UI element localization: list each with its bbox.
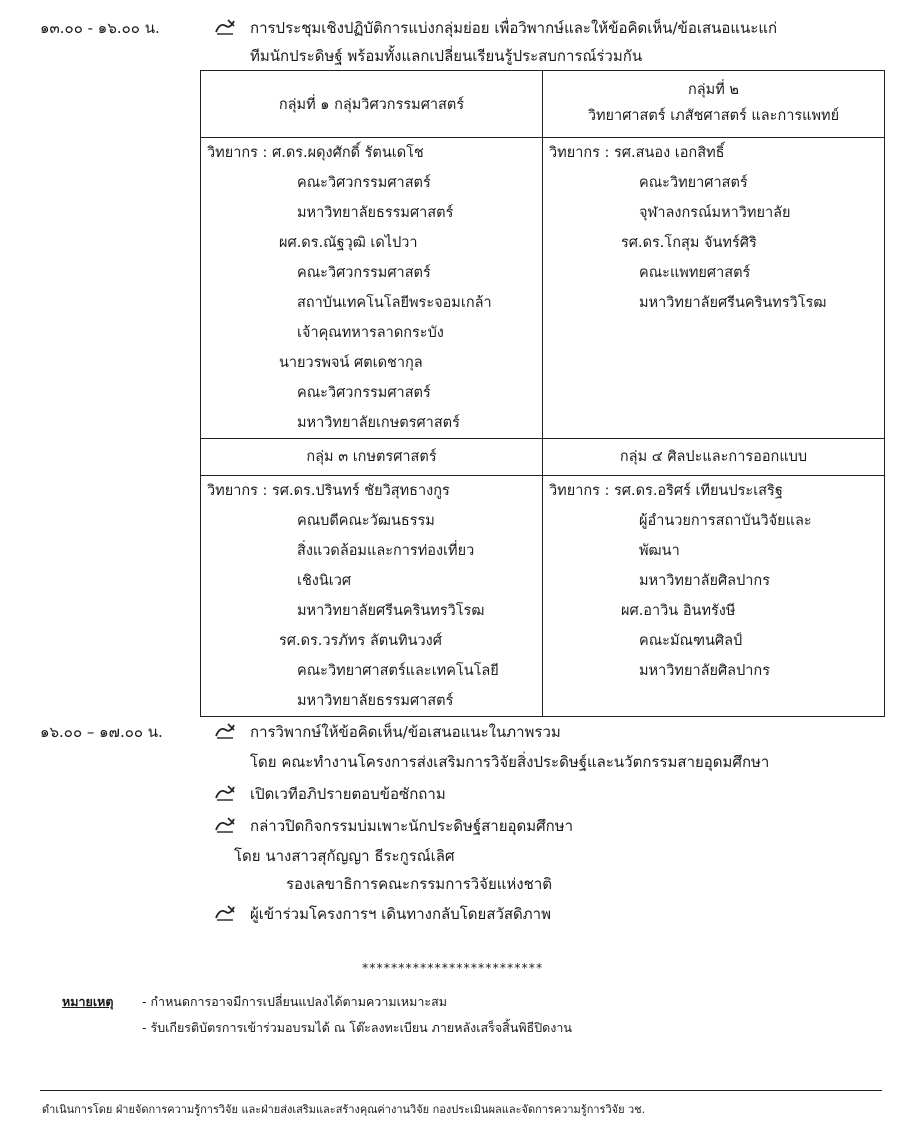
affiliation-line: มหาวิทยาลัยธรรมศาสตร์ — [297, 205, 454, 221]
affiliation-line: ผู้อำนวยการสถาบันวิจัยและ — [639, 513, 812, 529]
group-2-header: กลุ่มที่ ๒ วิทยาศาสตร์ เภสัชศาสตร์ และการแพทย์ — [543, 71, 885, 138]
speaker-line: รศ.ดร.โกสุม จันทร์ศิริ — [621, 235, 757, 251]
footer-divider — [40, 1090, 882, 1091]
affiliation-line: มหาวิทยาลัยศรีนครินทรวิโรฒ — [639, 295, 827, 311]
affiliation-line: คณะวิศวกรรมศาสตร์ — [297, 175, 431, 191]
group-1-speakers — [201, 138, 543, 439]
session-2-item-1: การวิพากษ์ให้ข้อคิดเห็น/ข้อเสนอแนะในภาพรวม — [214, 718, 561, 747]
affiliation-line: คณะวิศวกรรมศาสตร์ — [297, 265, 431, 281]
affiliation-line: มหาวิทยาลัยเกษตรศาสตร์ — [297, 415, 460, 431]
speaker-line: วิทยากร : ศ.ดร.ผดุงศักดิ์ รัตนเดโช — [207, 145, 424, 161]
group-4-speakers — [543, 476, 885, 717]
affiliation-line: พัฒนา — [639, 543, 680, 559]
affiliation-line: เจ้าคุณทหารลาดกระบัง — [297, 325, 444, 341]
separator-stars: ************************* — [362, 960, 544, 975]
affiliation-line: มหาวิทยาลัยศิลปากร — [639, 663, 770, 679]
speaker-line: ผศ.ดร.ณัฐวุฒิ เดไปวา — [279, 235, 418, 251]
affiliation-line: คณะมัณฑนศิลป์ — [639, 633, 743, 649]
session-2-item-4: ผู้เข้าร่วมโครงการฯ เดินทางกลับโดยสวัสดิภาพ — [214, 900, 551, 929]
affiliation-line: มหาวิทยาลัยธรรมศาสตร์ — [297, 693, 454, 709]
affiliation-line: คณะแพทยศาสตร์ — [639, 265, 751, 281]
session-1-line-2: ทีมนักประดิษฐ์ พร้อมทั้งแลกเปลี่ยนเรียนรู้ประสบการณ์ร่วมกัน — [250, 47, 643, 65]
affiliation-line: คณะวิศวกรรมศาสตร์ — [297, 385, 431, 401]
speaker-line: นายวรพจน์ ศตเดชากุล — [279, 355, 423, 371]
affiliation-line: สิ่งแวดล้อมและการท่องเที่ยว — [297, 543, 475, 559]
affiliation-line: คณบดีคณะวัฒนธรรม — [297, 513, 435, 529]
group-3-speakers — [201, 476, 543, 717]
speaker-line: วิทยากร : รศ.สนอง เอกสิทธิ์ — [549, 145, 725, 161]
time-session-2: ๑๖.๐๐ – ๑๗.๐๐ น. — [40, 723, 163, 741]
group-3-header: กลุ่ม ๓ เกษตรศาสตร์ — [201, 439, 543, 476]
group-1-header: กลุ่มที่ ๑ กลุ่มวิศวกรรมศาสตร์ — [201, 71, 543, 138]
affiliation-line: คณะวิทยาศาสตร์ — [639, 175, 748, 191]
affiliation-line: สถาบันเทคโนโลยีพระจอมเกล้า — [297, 295, 492, 311]
session-2-item-2: เปิดเวทีอภิปรายตอบข้อซักถาม — [214, 780, 446, 809]
session-2-item-3: กล่าวปิดกิจกรรมบ่มเพาะนักประดิษฐ์สายอุดมศึกษา — [214, 812, 573, 841]
groups-table — [200, 70, 885, 717]
session-1-line-1: การประชุมเชิงปฏิบัติการแบ่งกลุ่มย่อย เพื่อวิพากษ์และให้ข้อคิดเห็น/ข้อเสนอแนะแก่ — [214, 14, 777, 43]
speaker-line: วิทยากร : รศ.ดร.ปรินทร์ ชัยวิสุทธางกูร — [207, 483, 450, 499]
writing-hand-icon — [214, 722, 236, 740]
affiliation-line: เชิงนิเวศ — [297, 573, 352, 589]
writing-hand-icon — [214, 904, 236, 922]
writing-hand-icon — [214, 816, 236, 834]
affiliation-line: จุฬาลงกรณ์มหาวิทยาลัย — [639, 205, 791, 221]
speaker-line: รศ.ดร.วรภัทร ลัตนทินวงศ์ — [279, 633, 442, 649]
footer-text: ดำเนินการโดย ฝ่ายจัดการความรู้การวิจัย และฝ่ายส่งเสริมและสร้างคุณค่างานวิจัย กองประเมินผลและจัดการความรู้การวิจัย วช. — [42, 1103, 646, 1116]
session-2-item-3-by: โดย นางสาวสุกัญญา ธีระกูรณ์เลิศ — [234, 847, 455, 865]
note-line-2: - รับเกียรติบัตรการเข้าร่วมอบรมได้ ณ โต๊ะลงทะเบียน ภายหลังเสร็จสิ้นพิธีปิดงาน — [142, 1020, 572, 1035]
writing-hand-icon — [214, 18, 236, 36]
group-2-speakers — [543, 138, 885, 439]
speaker-line: วิทยากร : รศ.ดร.อริศร์ เทียนประเสริฐ — [549, 483, 783, 499]
writing-hand-icon — [214, 784, 236, 802]
group-4-header: กลุ่ม ๔ ศิลปะและการออกแบบ — [543, 439, 885, 476]
note-line-1: - กำหนดการอาจมีการเปลี่ยนแปลงได้ตามความเหมาะสม — [142, 994, 447, 1009]
speaker-line: ผศ.อาวิน อินทรังษี — [621, 603, 736, 619]
notes-label: หมายเหตุ — [62, 994, 114, 1009]
affiliation-line: คณะวิทยาศาสตร์และเทคโนโลยี — [297, 663, 499, 679]
affiliation-line: มหาวิทยาลัยศรีนครินทรวิโรฒ — [297, 603, 485, 619]
time-session-1: ๑๓.๐๐ - ๑๖.๐๐ น. — [40, 19, 160, 37]
session-2-item-3-title: รองเลขาธิการคณะกรรมการวิจัยแห่งชาติ — [286, 875, 552, 893]
affiliation-line: มหาวิทยาลัยศิลปากร — [639, 573, 770, 589]
session-2-item-1-by: โดย คณะทำงานโครงการส่งเสริมการวิจัยสิ่งประดิษฐ์และนวัตกรรมสายอุดมศึกษา — [250, 753, 770, 771]
